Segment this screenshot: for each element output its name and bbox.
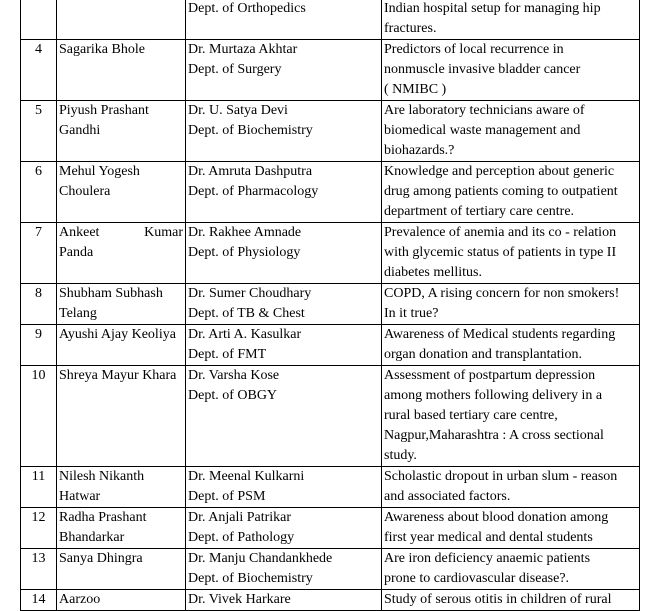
guide-line: Dept. of OBGY — [188, 388, 278, 403]
student-name-cell — [57, 0, 186, 40]
table-row — [21, 223, 640, 284]
project-title-line: nonmuscle invasive bladder cancer — [384, 62, 581, 77]
student-name-line: Radha Prashant — [59, 510, 147, 525]
student-name-line: Aarzoo — [59, 592, 101, 607]
student-name-line: Bhandarkar — [59, 530, 125, 545]
project-title-line: Assessment of postpartum depression — [384, 368, 596, 383]
student-name-line: Shreya Mayur Khara — [59, 368, 177, 383]
serial-number-cell: 8 — [21, 284, 57, 325]
student-name-cell — [57, 284, 186, 325]
guide-line: Dept. of Surgery — [188, 62, 282, 77]
project-title-line: department of tertiary care centre. — [384, 204, 575, 219]
serial-number-cell: 9 — [21, 325, 57, 366]
project-title-cell — [382, 40, 640, 101]
guide-line: Dept. of TB & Chest — [188, 306, 305, 321]
project-title-line: Nagpur,Maharashtra : A cross sectional — [384, 428, 604, 443]
project-title-line: Scholastic dropout in urban slum - reason — [384, 469, 618, 484]
table-row — [21, 366, 640, 467]
project-title-line: Are iron deficiency anaemic patients — [384, 551, 591, 566]
guide-cell — [186, 467, 382, 508]
project-title-line: first year medical and dental students — [384, 530, 593, 545]
guide-line: Dept. of PSM — [188, 489, 266, 504]
project-title-line: diabetes mellitus. — [384, 265, 482, 280]
guide-cell — [186, 101, 382, 162]
guide-line: Dr. Amruta Dashputra — [188, 164, 313, 179]
student-name-line: Ayushi Ajay Keoliya — [59, 327, 176, 342]
guide-cell — [186, 162, 382, 223]
student-name-word: Kumar — [144, 225, 183, 240]
table-row — [21, 40, 640, 101]
serial-number-cell: 5 — [21, 101, 57, 162]
guide-line: Dr. Varsha Kose — [188, 368, 280, 383]
project-title-line: Are laboratory technicians aware of — [384, 103, 585, 118]
project-title-line: biomedical waste management and — [384, 123, 581, 138]
student-name-line — [59, 223, 183, 243]
project-title-cell — [382, 508, 640, 549]
student-name-cell — [57, 325, 186, 366]
guide-cell — [186, 0, 382, 40]
serial-number-cell: 12 — [21, 508, 57, 549]
project-title-cell — [382, 223, 640, 284]
serial-number-cell: 14 — [21, 590, 57, 611]
table-row — [21, 508, 640, 549]
student-name-line: Choulera — [59, 184, 111, 199]
project-title-line: organ donation and transplantation. — [384, 347, 583, 362]
project-title-cell — [382, 162, 640, 223]
student-name-line: Mehul Yogesh — [59, 164, 140, 179]
project-title-line: among mothers following delivery in a — [384, 388, 603, 403]
student-name-line: Hatwar — [59, 489, 101, 504]
table-row — [21, 590, 640, 611]
guide-line: Dept. of Pathology — [188, 530, 295, 545]
table-row — [21, 101, 640, 162]
guide-line: Dr. Sumer Choudhary — [188, 286, 312, 301]
serial-number-cell: 4 — [21, 40, 57, 101]
project-title-cell — [382, 284, 640, 325]
project-title-line: biohazards.? — [384, 143, 455, 158]
guide-cell — [186, 590, 382, 611]
project-title-cell — [382, 549, 640, 590]
serial-number-cell — [21, 0, 57, 40]
project-title-line: ( NMIBC ) — [384, 82, 447, 97]
project-title-line: fractures. — [384, 21, 437, 36]
student-name-line: Nilesh Nikanth — [59, 469, 145, 484]
table-row — [21, 0, 640, 40]
student-name-cell — [57, 162, 186, 223]
guide-line: Dr. Vivek Harkare — [188, 592, 291, 607]
student-name-cell — [57, 467, 186, 508]
guide-cell — [186, 366, 382, 467]
project-title-line: Awareness of Medical students regarding — [384, 327, 616, 342]
student-name-cell — [57, 101, 186, 162]
guide-cell — [186, 40, 382, 101]
guide-line: Dept. of Physiology — [188, 245, 301, 260]
project-title-line: COPD, A rising concern for non smokers! — [384, 286, 620, 301]
guide-cell — [186, 325, 382, 366]
table-row — [21, 549, 640, 590]
student-name-cell — [57, 223, 186, 284]
serial-number-cell: 11 — [21, 467, 57, 508]
guide-cell — [186, 508, 382, 549]
guide-line: Dr. Murtaza Akhtar — [188, 42, 298, 57]
student-name-line: Piyush Prashant — [59, 103, 149, 118]
student-name-cell — [57, 366, 186, 467]
student-name-line: Shubham Subhash — [59, 286, 163, 301]
project-title-cell — [382, 590, 640, 611]
project-title-cell — [382, 467, 640, 508]
project-title-line: prone to cardiovascular disease?. — [384, 571, 570, 586]
table-row — [21, 162, 640, 223]
project-title-line: drug among patients coming to outpatient — [384, 184, 618, 199]
serial-number-cell: 7 — [21, 223, 57, 284]
table-body — [21, 0, 640, 611]
student-name-line: Panda — [59, 245, 94, 260]
guide-line: Dept. of Biochemistry — [188, 123, 313, 138]
project-title-line: In it true? — [384, 306, 439, 321]
project-title-line: Study of serous otitis in children of rural — [384, 592, 612, 607]
student-name-cell — [57, 508, 186, 549]
project-title-line: Awareness about blood donation among — [384, 510, 609, 525]
project-title-line: with glycemic status of patients in type II — [384, 245, 617, 260]
project-title-line: study. — [384, 448, 417, 463]
serial-number-cell: 10 — [21, 366, 57, 467]
guide-line: Dr. Anjali Patrikar — [188, 510, 292, 525]
project-title-line: Indian hospital setup for managing hip — [384, 1, 601, 16]
student-name-line: Gandhi — [59, 123, 101, 138]
project-title-line: rural based tertiary care centre, — [384, 408, 558, 423]
guide-line: Dept. of Biochemistry — [188, 571, 313, 586]
student-name-word: Ankeet — [59, 225, 100, 240]
project-title-line: Knowledge and perception about generic — [384, 164, 615, 179]
guide-line: Dr. Rakhee Amnade — [188, 225, 302, 240]
table-row — [21, 325, 640, 366]
guide-cell — [186, 549, 382, 590]
guide-line: Dr. U. Satya Devi — [188, 103, 288, 118]
guide-cell — [186, 284, 382, 325]
table-row — [21, 284, 640, 325]
serial-number-cell: 13 — [21, 549, 57, 590]
guide-cell — [186, 223, 382, 284]
guide-line: Dept. of FMT — [188, 347, 267, 362]
serial-number-cell: 6 — [21, 162, 57, 223]
student-name-line: Telang — [59, 306, 97, 321]
project-title-cell — [382, 101, 640, 162]
project-title-cell — [382, 325, 640, 366]
table-row — [21, 467, 640, 508]
student-name-cell — [57, 549, 186, 590]
guide-line: Dr. Manju Chandankhede — [188, 551, 333, 566]
guide-line: Dr. Meenal Kulkarni — [188, 469, 305, 484]
guide-line: Dept. of Orthopedics — [188, 1, 306, 16]
research-projects-table — [20, 0, 640, 611]
student-name-cell — [57, 40, 186, 101]
project-title-cell — [382, 0, 640, 40]
student-name-line: Sanya Dhingra — [59, 551, 143, 566]
student-name-cell — [57, 590, 186, 611]
student-name-line: Sagarika Bhole — [59, 42, 145, 57]
project-title-cell — [382, 366, 640, 467]
project-title-line: Predictors of local recurrence in — [384, 42, 564, 57]
guide-line: Dr. Arti A. Kasulkar — [188, 327, 302, 342]
project-title-line: and associated factors. — [384, 489, 511, 504]
guide-line: Dept. of Pharmacology — [188, 184, 319, 199]
project-title-line: Prevalence of anemia and its co - relation — [384, 225, 617, 240]
